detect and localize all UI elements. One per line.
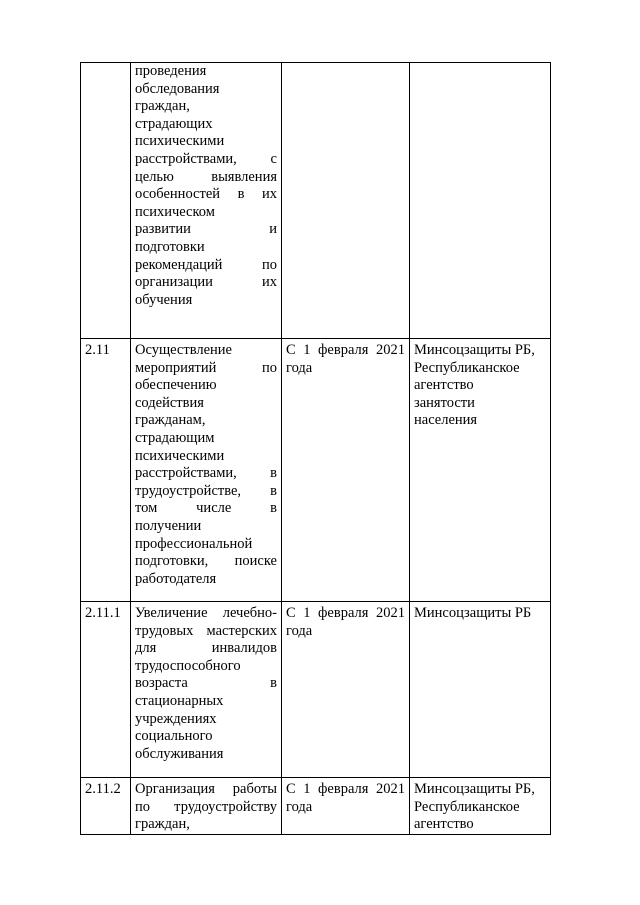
cell-line: психическими: [135, 133, 225, 150]
cell-line: страдающим: [135, 429, 215, 446]
cell-line: Минсоцзащиты РБ: [414, 605, 532, 621]
row-responsible-cell: [410, 63, 551, 339]
row-number-cell: [81, 63, 131, 339]
cell-line: психическими: [135, 447, 225, 464]
cell-line: социального: [135, 728, 213, 745]
row-date: [286, 605, 405, 640]
cell-line: расстройствами, с: [135, 150, 277, 167]
cell-line: агентство: [414, 377, 474, 394]
row-description: [135, 605, 277, 763]
document-table: [80, 62, 551, 835]
cell-line: расстройствами, в: [135, 465, 277, 482]
cell-line: учреждениях: [135, 710, 217, 727]
cell-line: рекомендаций по: [135, 256, 277, 273]
row-number: 2.11: [85, 342, 110, 358]
row-responsible: [414, 605, 546, 623]
cell-line: Республиканское: [414, 359, 520, 376]
row-description: [135, 342, 277, 588]
cell-line: Минсоцзащиты РБ,: [414, 781, 535, 797]
row-responsible-cell: [410, 778, 551, 835]
row-number-cell: [81, 602, 131, 778]
cell-line: Осуществление: [135, 342, 232, 358]
cell-line: трудоустройстве, в: [135, 482, 277, 499]
row-responsible-cell: [410, 602, 551, 778]
cell-line: по трудоустройству: [135, 798, 277, 815]
table-body: [81, 63, 551, 835]
cell-line: развитии и: [135, 221, 277, 238]
cell-line: Республиканское: [414, 798, 520, 815]
cell-line: получении: [135, 517, 202, 534]
row-date: [286, 342, 405, 377]
cell-line: граждан,: [135, 98, 190, 115]
row-date: [286, 781, 405, 816]
row-date-cell: [282, 63, 410, 339]
cell-line: психическом: [135, 203, 215, 220]
cell-line: обследования: [135, 80, 220, 97]
cell-line: страдающих: [135, 115, 213, 132]
cell-line: проведения: [135, 63, 207, 79]
table-row: [81, 602, 551, 778]
table-row: [81, 339, 551, 602]
cell-line: года: [286, 359, 313, 376]
row-number: 2.11.1: [85, 605, 121, 621]
cell-line: для инвалидов: [135, 640, 277, 657]
row-responsible-cell: [410, 339, 551, 602]
cell-line: стационарных: [135, 692, 224, 709]
row-description-cell: [131, 778, 282, 835]
cell-line: подготовки: [135, 238, 205, 255]
row-description-cell: [131, 339, 282, 602]
cell-line: особенностей в их: [135, 186, 277, 203]
row-date-cell: [282, 339, 410, 602]
row-number: 2.11.2: [85, 781, 121, 797]
cell-line: организации их: [135, 274, 277, 291]
cell-line: гражданам,: [135, 412, 206, 429]
cell-line: работодателя: [135, 570, 217, 587]
row-date-cell: [282, 602, 410, 778]
cell-line: возраста в: [135, 675, 277, 692]
cell-line: Увеличение лечебно-: [135, 605, 277, 621]
row-description-cell: [131, 602, 282, 778]
row-number-cell: [81, 339, 131, 602]
cell-line: обучения: [135, 291, 193, 308]
row-date-cell: [282, 778, 410, 835]
cell-line: целью выявления: [135, 168, 277, 185]
cell-line: том числе в: [135, 500, 277, 517]
cell-line: С 1 февраля 2021: [286, 605, 405, 621]
row-responsible: [414, 342, 546, 430]
cell-line: подготовки, поиске: [135, 553, 277, 570]
row-number-cell: [81, 778, 131, 835]
row-description: [135, 63, 277, 309]
cell-line: С 1 февраля 2021: [286, 342, 405, 358]
row-description: [135, 781, 277, 834]
cell-line: содействия: [135, 394, 204, 411]
cell-line: населения: [414, 412, 478, 429]
cell-line: мероприятий по: [135, 359, 277, 376]
row-description-cell: [131, 63, 282, 339]
table-row: [81, 63, 551, 339]
cell-line: агентство: [414, 816, 474, 833]
cell-line: Организация работы: [135, 781, 277, 797]
cell-line: граждан,: [135, 816, 190, 833]
cell-line: занятости: [414, 394, 475, 411]
row-responsible: [414, 781, 546, 834]
cell-line: трудоспособного: [135, 657, 241, 674]
cell-line: профессиональной: [135, 535, 253, 552]
cell-line: года: [286, 622, 313, 639]
cell-line: Минсоцзащиты РБ,: [414, 342, 535, 358]
cell-line: обслуживания: [135, 745, 224, 762]
table-row: [81, 778, 551, 835]
cell-line: года: [286, 798, 313, 815]
cell-line: С 1 февраля 2021: [286, 781, 405, 797]
cell-line: трудовых мастерских: [135, 622, 277, 639]
cell-line: обеспечению: [135, 377, 217, 394]
